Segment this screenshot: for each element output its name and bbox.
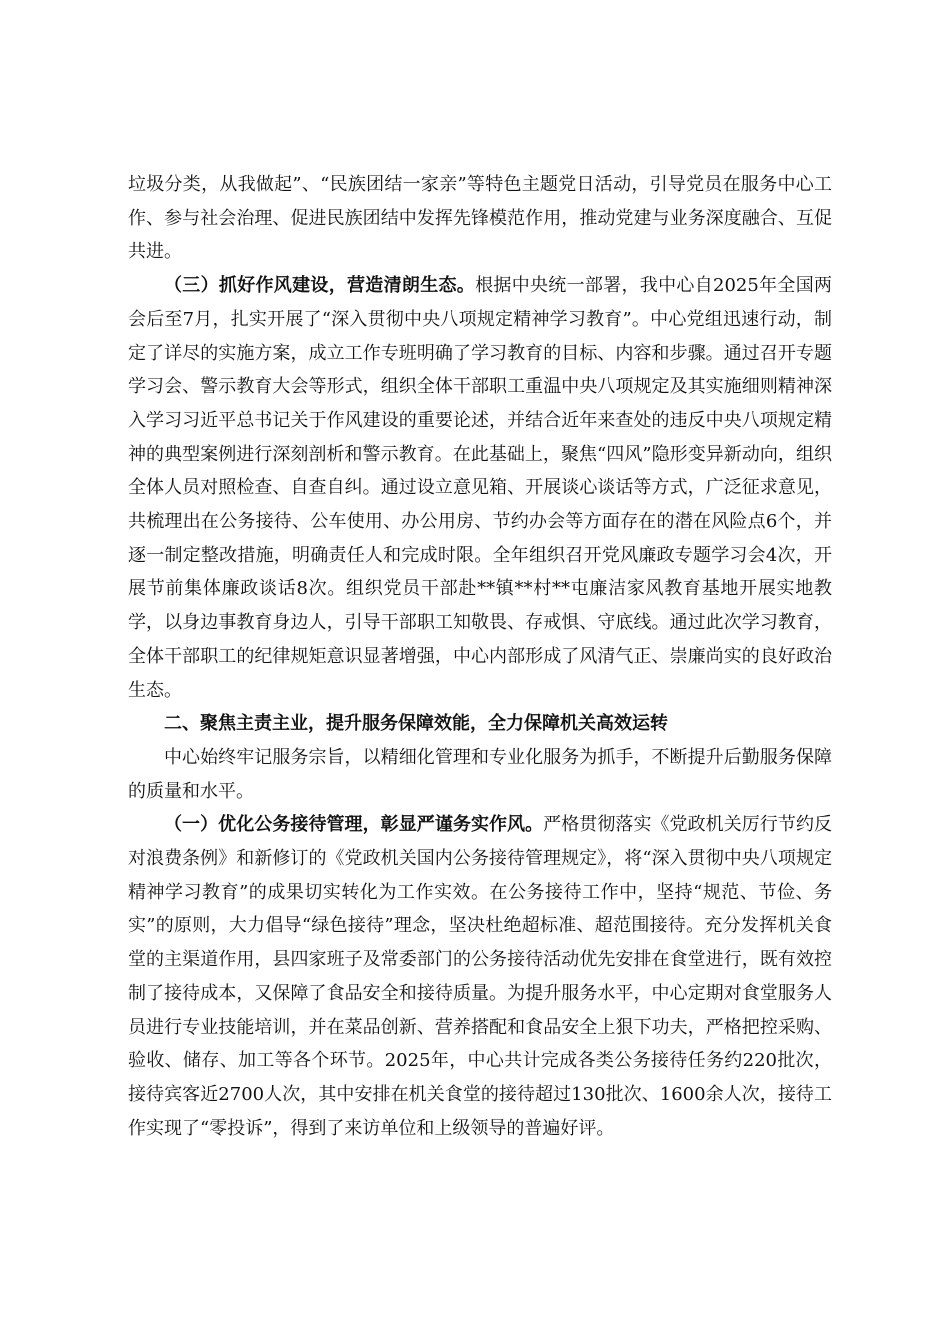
paragraph-intro: 中心始终牢记服务宗旨，以精细化管理和专业化服务为抓手，不断提升后勤服务保障的质量和水平。 xyxy=(128,746,832,802)
subsection-heading-one: （一）优化公务接待管理，彰显严谨务实作风。 xyxy=(164,814,544,836)
paragraph-reception xyxy=(128,808,832,1145)
section-heading-two: 二、聚焦主责主业，提升服务保障效能，全力保障机关高效运转 xyxy=(164,713,668,735)
paragraph-style-building xyxy=(128,269,832,707)
subsection-heading-three: （三）抓好作风建设，营造清朗生态。 xyxy=(164,275,476,297)
paragraph-body: 根据中央统一部署，我中心自2025年全国两会后至7月，扎实开展了“深入贯彻中央八项规定精神学习教育”。中心党组迅速行动，制定了详尽的实施方案，成立工作专班明确了学习教育的目标、内容和步骤。通过召开专题学习会、警示教育大会等形式，组织全体干部职工重温中央八项规定及其实施细则精神深入学习习近平总书记关于作风建设的重要论述，并结合近年来查处的违反中央八项规定精神的典型案例进行深刻剖析和警示教育。在此基础上，聚焦“四风”隐形变异新动向，组织全体人员对照检查、自查自纠。通过设立意见箱、开展谈心谈话等方式，广泛征求意见，共梳理出在公务接待、公车使用、办公用房、节约办会等方面存在的潜在风险点6个，并逐一制定整改措施，明确责任人和完成时限。全年组织召开党风廉政专题学习会4次，开展节前集体廉政谈话8次。组织党员干部赴**镇**村**屯廉洁家风教育基地开展实地教学，以身边事教育身边人，引导干部职工知敬畏、存戒惧、守底线。通过此次学习教育，全体干部职工的纪律规矩意识显著增强，中心内部形成了风清气正、崇廉尚实的良好政治生态。 xyxy=(128,275,832,701)
paragraph-continued: 垃圾分类，从我做起”、“民族团结一家亲”等特色主题党日活动，引导党员在服务中心工作、参与社会治理、促进民族团结中发挥先锋模范作用，推动党建与业务深度融合、互促共进。 xyxy=(128,174,832,263)
document-page xyxy=(128,168,832,1145)
paragraph-body: 严格贯彻落实《党政机关厉行节约反对浪费条例》和新修订的《党政机关国内公务接待管理规定》，将“深入贯彻中央八项规定精神学习教育”的成果切实转化为工作实效。在公务接待工作中，坚持“规范、节俭、务实”的原则，大力倡导“绿色接待”理念，坚决杜绝超标准、超范围接待。充分发挥机关食堂的主渠道作用，县四家班子及常委部门的公务接待活动优先安排在食堂进行，既有效控制了接待成本，又保障了食品安全和接待质量。为提升服务水平，中心定期对食堂服务人员进行专业技能培训，并在菜品创新、营养搭配和食品安全上狠下功夫，严格把控采购、验收、储存、加工等各个环节。2025年，中心共计完成各类公务接待任务约220批次，接待宾客近2700人次，其中安排在机关食堂的接待超过130批次、1600余人次，接待工作实现了“零投诉”，得到了来访单位和上级领导的普遍好评。 xyxy=(128,814,833,1139)
